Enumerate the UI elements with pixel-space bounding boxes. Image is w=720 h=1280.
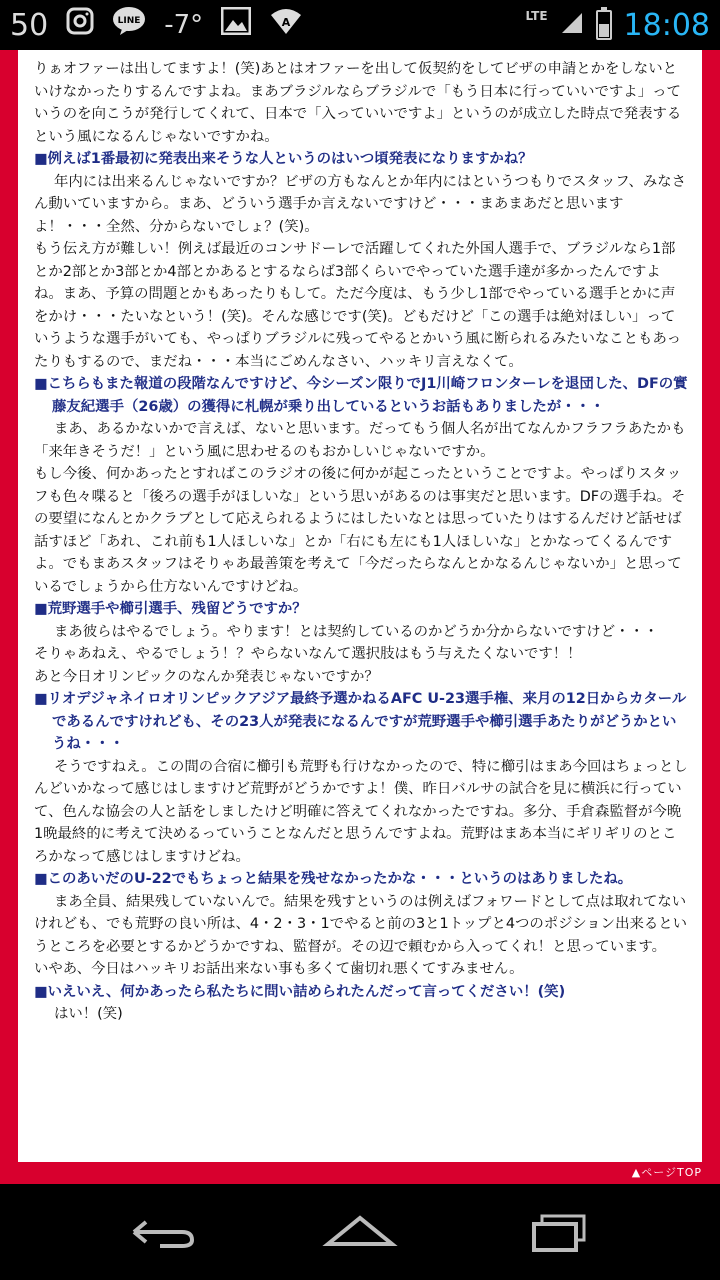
battery-icon (596, 10, 612, 40)
page-top-link[interactable]: ▲ページTOP (631, 1166, 702, 1179)
back-icon[interactable] (120, 1212, 200, 1252)
interview-question: ■いえいえ、何かあったら私たちに問い詰められたんだって言ってください！(笑) (34, 983, 566, 1000)
interview-answer: りぁオファーは出してますよ！(笑)あとはオファーを出して仮契約をしてビザの申請とかをしないといけなかったりするんですよね。まあブラジルならブラジルで「もう日本に行っていいですよ」っていうのを向こうが発行してくれて、日本で「入っていいですよ」というのが成立した時点で発表するという風になるんじゃないですかね。 (34, 61, 682, 145)
status-bar (0, 0, 720, 50)
signal-icon (560, 11, 584, 39)
interview-question: ■例えば1番最初に発表出来そうな人というのはいつ頃発表になりますかね？ (34, 151, 533, 167)
interview-answer: まあ、あるかないかで言えば、ないと思います。だってもう個人名が出てなんかフラフラあたかも「来年きそうだ！」という風に思わせるのもおかしいじゃないですか。 もし今後、何かあったとすればこのラジオの後に何かが起こったということですよ。やっぱりスタッフも色々喋ると「後ろの選手がほしいな」という思いがあるのは事実だと思います。DFの選手ね。その要望になんとかクラブとして応えられるようにはしたいなとは思っていたりはするんだけど話せば話すほど「あれ、これ前も1人ほしいな」とか「右にも左にも1人ほしいな」とかなってくるんですよ。でもまあスタッフはそりゃあ最善策を考えて「今だったらなんとかなるんじゃないか」と思っているでしょうから仕方ないんですけどね。 (34, 421, 686, 595)
gallery-icon (221, 7, 251, 43)
wifi-warning-icon (269, 7, 303, 43)
interview-question: ■このあいだのU-22でもちょっと結果を残せなかったかな・・・というのはありましたね。 (34, 871, 633, 887)
interview-answer: そうですねえ。この間の合宿に櫛引も荒野も行けなかったので、特に櫛引はまあ今回はちょっとしんどいかなって感じはしますけど荒野がどうかですよ！僕、昨日バルサの試合を見に横浜に行っていて、色んな協会の人と話をしましたけど明確に答えてくれなかったですね。多分、手倉森監督が今晩1晩最終的に考えて決めるっていうことなんだと思うんですよね。荒野はまあ本当にギリギリのところかなって感じはしますけどね。 (34, 758, 688, 865)
notification-count: 50 (10, 7, 49, 43)
temperature: -7° (164, 10, 204, 40)
article-body (18, 50, 702, 1026)
svg-text:A: A (281, 16, 291, 29)
interview-answer: はい！(笑) (54, 1006, 123, 1022)
instagram-icon (66, 7, 94, 43)
interview-question: ■荒野選手や櫛引選手、残留どうですか？ (34, 601, 307, 617)
clock: 18:08 (623, 7, 710, 43)
interview-question: ■リオデジャネイロオリンピックアジア最終予選かねるAFC U-23選手権、来月の12日からカタールであるんですけれども、その23人が発表になるんですが荒野選手や櫛引選手あたりがどうかというね・・・ (34, 691, 687, 752)
footer-bar (0, 1162, 720, 1184)
recents-icon[interactable] (520, 1212, 600, 1252)
home-icon[interactable] (320, 1212, 400, 1252)
interview-question: ■こちらもまた報道の段階なんですけど、今シーズン限りでJ1川崎フロンターレを退団した、DFの實藤友紀選手（26歳）の獲得に札幌が乗り出しているというお話もありましたが・・・ (34, 376, 688, 415)
network-type: LTE (525, 9, 548, 23)
interview-answer: まあ彼らはやるでしょう。やります！とは契約しているのかどうか分からないですけど・・・ そりゃあねえ、やるでしょう！？やらないなんて選択肢はもう与えたくないです！！ あと今日オリンピックのなんか発表じゃないですか？ (34, 623, 659, 685)
article-content (18, 50, 702, 1196)
svg-text:LINE: LINE (117, 16, 141, 26)
interview-answer: 年内には出来るんじゃないですか？ビザの方もなんとか年内にはというつもりでスタッフ、みなさん動いていますから。まあ、どういう選手か言えないですけど・・・まあまあだと思いますよ！・・・全然、分からないでしょ？(笑)。 もう伝え方が難しい！例えば最近のコンサドーレで活躍してくれた外国人選手で、ブラジルなら1部とか2部とか3部とか4部とかあるとするならば3部くらいでやっていた選手達が多かったんですよね。まあ、予算の問題とかもあったりもして。ただ今度は、もう少し1部でやっている選手とかに声をかけ・・・たいなという！(笑)。そんな感じです(笑)。どもだけど「この選手は絶対ほしい」っていうような選手がいても、やっぱりブラジルに残ってやるとかいう風に断られるみたいなこともあったりもするので、まだね・・・本当にごめんなさい、ハッキリ言えなくて。 (34, 173, 687, 370)
navigation-bar (0, 1184, 720, 1280)
page-frame (0, 50, 720, 1184)
line-icon (112, 6, 146, 44)
interview-answer: まあ全員、結果残していないんで。結果を残すというのは例えばフォワードとして点は取れてないけれども、でも荒野の良い所は、4・2・3・1でやると前の3と1トップと4つのポジション出来るというところを必要とするかどうかですね、監督が。その辺で頼むから入ってくれ！と思っています。 いやあ、今日はハッキリお話出来ない事も多くて歯切れ悪くてすみません。 (34, 893, 688, 977)
